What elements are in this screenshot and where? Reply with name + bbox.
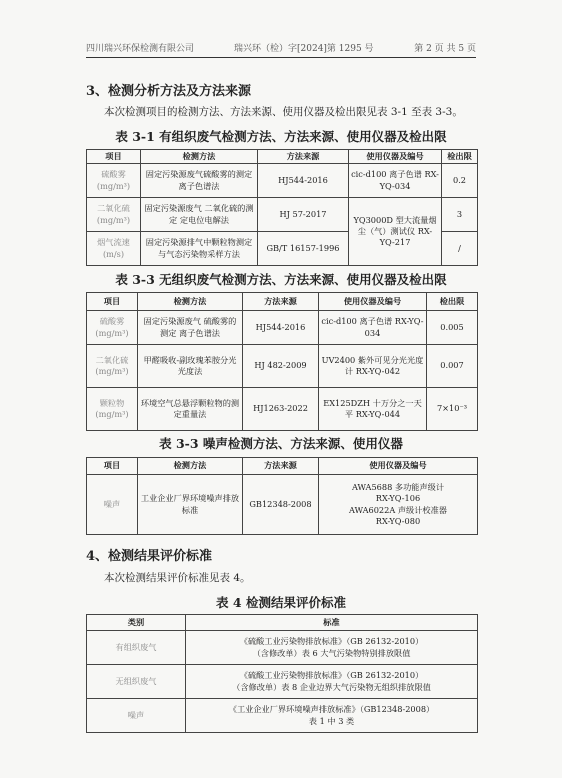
method-cell: 固定污染源废气 二氧化硫的测定 定电位电解法 xyxy=(141,198,258,232)
method-cell: 甲醛吸收-副玫瑰苯胺分光光度法 xyxy=(138,345,243,388)
report-number: 瑞兴环（检）字[2024]第 1295 号 xyxy=(234,44,374,54)
source-cell: GB12348-2008 xyxy=(243,475,319,535)
table33a-caption: 表 3-3 无组织废气检测方法、方法来源、使用仪器及检出限 xyxy=(115,272,447,287)
section3-text: 本次检测项目的检测方法、方法来源、使用仪器及检出限见表 3-1 至表 3-3。 xyxy=(104,106,463,118)
method-cell: 固定污染源废气 硫酸雾的测定 离子色谱法 xyxy=(138,311,243,345)
header-cell: 使用仪器及编号 xyxy=(349,150,442,164)
header-cell: 使用仪器及编号 xyxy=(319,458,478,475)
table-row xyxy=(87,198,478,232)
header-cell: 标准 xyxy=(186,615,478,631)
table-row xyxy=(87,164,478,198)
method-cell: 环境空气总悬浮颗粒物的测定重量法 xyxy=(138,388,243,431)
table-row xyxy=(87,311,478,345)
table-header-row xyxy=(87,293,478,311)
header-cell: 类别 xyxy=(87,615,186,631)
table33b-caption: 表 3-3 噪声检测方法、方法来源、使用仪器 xyxy=(159,436,403,451)
header-cell: 项目 xyxy=(87,458,138,475)
item-cell: 硫酸雾 (mg/m³) xyxy=(87,164,141,198)
item-cell: 二氧化硫 (mg/m³) xyxy=(87,198,141,232)
table-row xyxy=(87,631,478,665)
header-cell: 使用仪器及编号 xyxy=(319,293,427,311)
header-cell: 方法来源 xyxy=(258,150,349,164)
header-cell: 检测方法 xyxy=(141,150,258,164)
item-cell: 颗粒物 (mg/m³) xyxy=(87,388,138,431)
source-cell: HJ 57-2017 xyxy=(258,198,349,232)
instrument-cell: cic-d100 离子色谱 RX-YQ-034 xyxy=(349,164,442,198)
instrument-cell: cic-d100 离子色谱 RX-YQ-034 xyxy=(319,311,427,345)
section4-title: 4、检测结果评价标准 xyxy=(86,549,213,564)
header-cell: 检出限 xyxy=(427,293,478,311)
page-number: 第 2 页 共 5 页 xyxy=(414,44,476,54)
header-cell: 项目 xyxy=(87,293,138,311)
table-3-3-air xyxy=(86,292,478,431)
table-row xyxy=(87,345,478,388)
standard-cell: 《硫酸工业污染物排放标准》（GB 26132-2010） （含修改单）表 8 企业边界大气污染物无组织排放限值 xyxy=(186,665,478,699)
method-cell: 固定污染源废气硫酸雾的测定 离子色谱法 xyxy=(141,164,258,198)
instrument-cell: AWA5688 多功能声级计 RX-YQ-106 AWA6022A 声级计校准器 RX-YQ-080 xyxy=(319,475,478,535)
section3-title: 3、检测分析方法及方法来源 xyxy=(86,84,252,99)
instrument-cell: UV2400 紫外可见分光光度计 RX-YQ-042 xyxy=(319,345,427,388)
table-3-3-noise xyxy=(86,457,478,535)
category-cell: 无组织废气 xyxy=(87,665,186,699)
table-row xyxy=(87,699,478,733)
method-cell: 固定污染源排气中颗粒物测定与气态污染物采样方法 xyxy=(141,232,258,266)
table4-caption: 表 4 检测结果评价标准 xyxy=(216,595,346,610)
limit-cell: / xyxy=(442,232,478,266)
source-cell: HJ 482-2009 xyxy=(243,345,319,388)
table-header-row xyxy=(87,615,478,631)
limit-cell: 3 xyxy=(442,198,478,232)
table-4 xyxy=(86,614,478,733)
page-header xyxy=(86,41,476,55)
instrument-cell: YQ3000D 型大流量烟尘（气）测试仪 RX-YQ-217 xyxy=(349,198,442,266)
table-header-row xyxy=(87,150,478,164)
section4-text: 本次检测结果评价标准见表 4。 xyxy=(104,572,251,584)
item-cell: 硫酸雾 (mg/m³) xyxy=(87,311,138,345)
company-name: 四川瑞兴环保检测有限公司 xyxy=(86,44,195,54)
header-cell: 方法来源 xyxy=(243,458,319,475)
table-row xyxy=(87,475,478,535)
source-cell: HJ1263-2022 xyxy=(243,388,319,431)
source-cell: GB/T 16157-1996 xyxy=(258,232,349,266)
table-3-1 xyxy=(86,149,478,266)
item-cell: 烟气流速 (m/s) xyxy=(87,232,141,266)
standard-cell: 《硫酸工业污染物排放标准》（GB 26132-2010） （含修改单）表 6 大气污染物特别排放限值 xyxy=(186,631,478,665)
standard-cell: 《工业企业厂界环境噪声排放标准》（GB12348-2008） 表 1 中 3 类 xyxy=(186,699,478,733)
table-row xyxy=(87,388,478,431)
table-row xyxy=(87,665,478,699)
header-divider xyxy=(86,57,476,58)
header-cell: 项目 xyxy=(87,150,141,164)
category-cell: 噪声 xyxy=(87,699,186,733)
instrument-cell: EX125DZH 十万分之一天平 RX-YQ-044 xyxy=(319,388,427,431)
header-cell: 检测方法 xyxy=(138,293,243,311)
header-cell: 检出限 xyxy=(442,150,478,164)
source-cell: HJ544-2016 xyxy=(258,164,349,198)
header-cell: 检测方法 xyxy=(138,458,243,475)
limit-cell: 0.2 xyxy=(442,164,478,198)
table-header-row xyxy=(87,458,478,475)
source-cell: HJ544-2016 xyxy=(243,311,319,345)
item-cell: 二氧化硫 (mg/m³) xyxy=(87,345,138,388)
item-cell: 噪声 xyxy=(87,475,138,535)
limit-cell: 0.005 xyxy=(427,311,478,345)
header-cell: 方法来源 xyxy=(243,293,319,311)
category-cell: 有组织废气 xyxy=(87,631,186,665)
method-cell: 工业企业厂界环境噪声排放标准 xyxy=(138,475,243,535)
limit-cell: 0.007 xyxy=(427,345,478,388)
table31-caption: 表 3-1 有组织废气检测方法、方法来源、使用仪器及检出限 xyxy=(115,129,447,144)
limit-cell: 7×10⁻³ xyxy=(427,388,478,431)
